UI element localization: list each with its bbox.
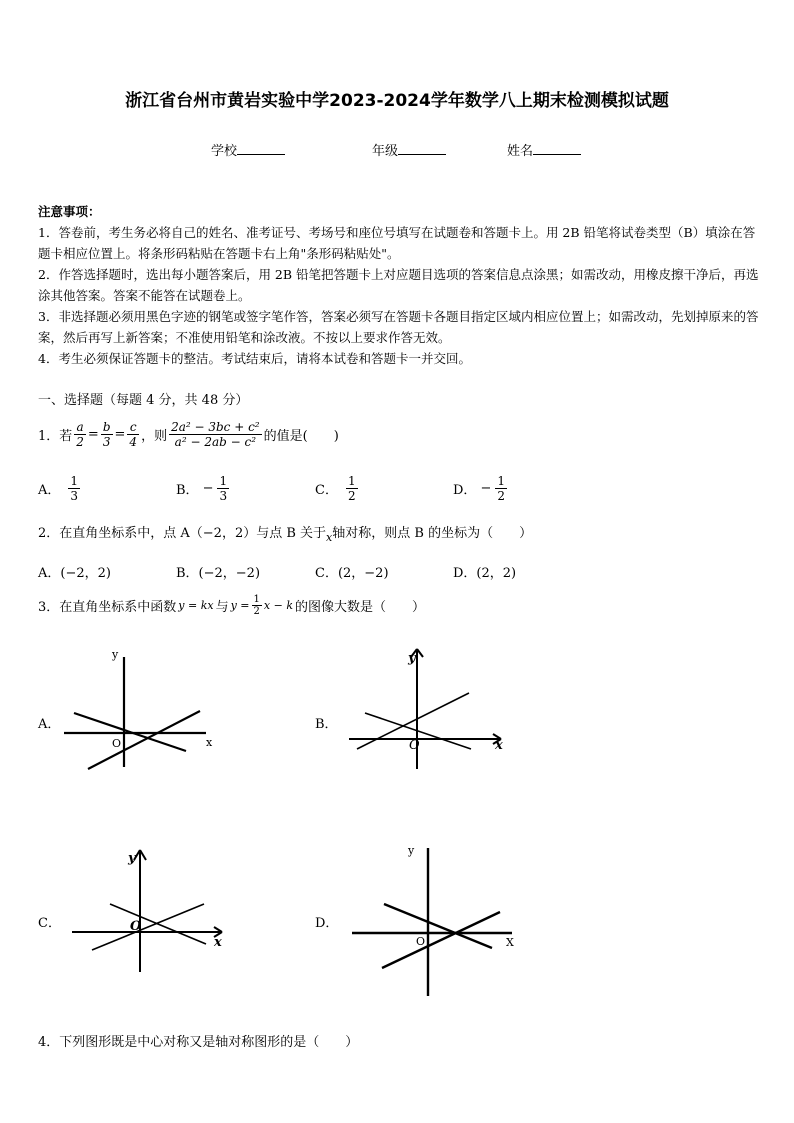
q3-function-2: y = (230, 599, 250, 612)
q3-graph-d (348, 842, 518, 998)
q3-option-a-label: A． (38, 717, 61, 732)
q1-suffix: 的值是( ) (263, 429, 339, 444)
question-1 (38, 420, 339, 449)
y-axis-label: y (408, 651, 416, 666)
origin-label: O (112, 737, 122, 750)
q2-option-b: B．(−2，−2) (176, 566, 261, 581)
name-label: 姓名 (507, 144, 534, 159)
page-title: 浙江省台州市黄岩实验中学2023-2024学年数学八上期末检测模拟试题 (125, 91, 669, 111)
q3-function-1: y = kx (178, 599, 214, 612)
section-heading: 一、选择题（每题 4 分，共 48 分） (38, 393, 249, 408)
q1-eq: = (114, 427, 126, 442)
y-axis-label: y (112, 648, 119, 661)
q3-option-c-label: C． (38, 916, 61, 931)
origin-label: O (130, 919, 142, 934)
q2-text: 轴对称，则点 B 的坐标为（ ） (332, 526, 533, 541)
q1-eq: = (87, 427, 99, 442)
school-field (211, 140, 285, 159)
name-field (507, 140, 581, 159)
q3-option-b-label: B． (315, 717, 338, 732)
q1-frac-b: $\frac{b}{3}$ (102, 420, 111, 449)
x-axis-label: x (214, 935, 222, 950)
q3-text: 3．在直角坐标系中函数 (38, 600, 177, 615)
origin-label: O (416, 935, 426, 948)
q1-option-c: C． $\frac{1}{2}$ (315, 474, 356, 503)
notice-item: 3．非选择题必须用黑色字迹的钢笔或签字笔作答，答案必须写在答题卡各题目指定区域内相应位置上；如需改动，先划掉原来的答案，然后再写上新答案；不准使用铅笔和涂改液。不按以上要求作答无效。 (38, 309, 759, 345)
notice-item: 4．考生必须保证答题卡的整洁。考试结束后，请将本试卷和答题卡一并交回。 (38, 351, 471, 366)
grade-field (372, 140, 446, 159)
school-label: 学校 (211, 144, 238, 159)
question-2 (38, 522, 533, 544)
q1-option-d: D． − $\frac{1}{2}$ (453, 474, 505, 503)
q3-function-2-frac: $\frac{1}{2}$ (253, 594, 260, 617)
question-3 (38, 594, 425, 617)
q3-text: 与 (215, 600, 229, 615)
q3-text: 的图像大数是（ ） (295, 600, 426, 615)
x-axis-label: x (206, 736, 213, 749)
x-axis-label: X (506, 936, 514, 949)
y-axis-label: y (408, 844, 415, 857)
notice-heading: 注意事项： (38, 204, 101, 219)
q1-option-b: B． − $\frac{1}{3}$ (176, 474, 228, 503)
q1-expression: $\frac{\text{2a² − 3bc + c²}}{\text{a² − 2ab − c²}}$ (171, 420, 260, 449)
q1-mid: ，则 (141, 429, 168, 444)
school-blank (237, 142, 285, 155)
q3-option-d-label: D． (315, 916, 339, 931)
q2-axis-var: x (326, 531, 333, 544)
x-axis-label: x (495, 738, 503, 753)
q2-option-a: A．(−2，2) (38, 566, 111, 581)
grade-blank (398, 142, 446, 155)
q1-frac-a: $\frac{a}{2}$ (76, 420, 84, 449)
q3-graph-c (68, 846, 233, 976)
question-4: 4．下列图形既是中心对称又是轴对称图形的是（ ） (38, 1035, 359, 1050)
q2-option-d: D．(2，2) (453, 566, 517, 581)
q1-option-a: A． $\frac{1}{3}$ (38, 474, 79, 503)
q3-graph-b (345, 645, 510, 775)
name-blank (533, 142, 581, 155)
notice-block (38, 201, 760, 369)
y-axis-label: y (128, 851, 136, 866)
notice-item: 2．作答选择题时，选出每小题答案后，用 2B 铅笔把答题卡上对应题目选项的答案信息点涂黑；如需改动，用橡皮擦干净后，再选涂其他答案。答案不能答在试题卷上。 (38, 267, 759, 303)
notice-item: 1．答卷前，考生务必将自己的姓名、准考证号、考场号和座位号填写在试题卷和答题卡上。用 2B 铅笔将试卷类型（B）填涂在答题卡相应位置上。将条形码粘贴在答题卡右上角"条形码粘贴处"。 (38, 225, 756, 261)
q3-graph-a (60, 643, 220, 773)
q3-function-2: x − k (263, 599, 293, 612)
q1-prefix: 1．若 (38, 429, 73, 444)
q2-text: 2．在直角坐标系中，点 A（−2，2）与点 B 关于 (38, 526, 327, 541)
origin-label: O (409, 738, 420, 753)
q2-option-c: C．(2，−2) (315, 566, 389, 581)
grade-label: 年级 (372, 144, 399, 159)
q1-frac-c: $\frac{c}{4}$ (129, 420, 138, 449)
